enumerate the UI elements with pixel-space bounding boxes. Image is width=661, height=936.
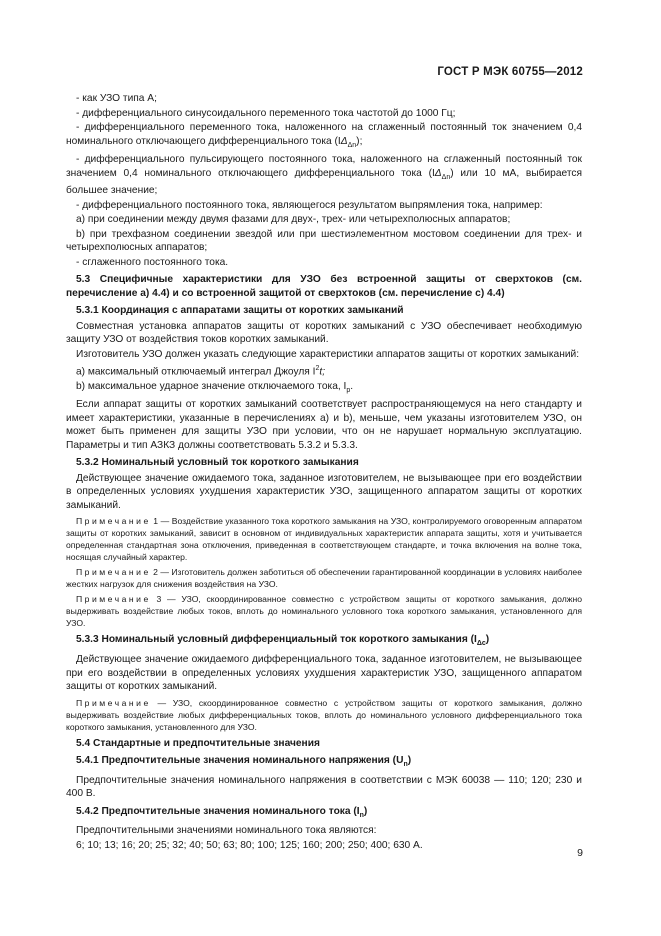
list-item: - сглаженного постоянного тока. <box>76 256 229 268</box>
paragraph: Совместная установка аппаратов защиты от коротких замыканий с УЗО обеспечивает необходимую защиту УЗО от воздействия токов коротких замыканий. <box>66 320 582 346</box>
paragraph: Действующее значение ожидаемого дифференциального тока, заданное изготовителем, не вызывающее при его воздействии в определенных условиях ухудшения характеристик УЗО, защищенного аппаратом защиты от коротких замыканий. <box>66 654 582 693</box>
list-item: - дифференциального переменного тока, наложенного на сглаженный постоянный ток значением 0,4 номинального отключающего дифференциального тока $(I\Delta_{\Delta n})$; <box>66 122 582 149</box>
note-2: Примечание 2 — Изготовитель должен заботиться об обеспечении гарантированной координации в условиях наиболее жестких нагрузок для снижения воздействия на УЗО. <box>66 567 582 590</box>
list-item: a) при соединении между двумя фазами для двух-, трех- или четырехполюсных аппаратов; <box>76 214 511 226</box>
note-4: Примечание — УЗО, скоординированное совместно с устройством защиты от короткого замыкания, должно выдерживать воздействие любых дифференциальных токов, вплоть до номинального условного дифференциального тока короткого замыкания, установленного для УЗО. <box>66 697 582 732</box>
section-heading-5-3-1: 5.3.1 Координация с аппаратами защиты от коротких замыканий <box>76 305 404 317</box>
paragraph: Предпочтительными значениями номинального тока являются: <box>76 825 377 837</box>
list-item: - дифференциального постоянного тока, являющегося результатом выпрямления тока, например: <box>76 199 543 211</box>
section-heading-5-4: 5.4 Стандартные и предпочтительные значения <box>76 737 320 749</box>
list-item: b) при трехфазном соединении звездой или при шестиэлементном мостовом соединении для трех- и четырехполюсных аппаратов; <box>66 228 582 254</box>
page-number: 9 <box>577 847 583 859</box>
paragraph: Действующее значение ожидаемого тока, заданное изготовителем, не вызывающее при его воздействии в определенных условиях ухудшения характеристик УЗО, защищенного аппаратом защиты от коротких замыканий. <box>66 472 582 511</box>
list-item: - дифференциального пульсирующего постоянного тока, наложенного на сглаженный постоянный ток значением 0,4 номинального отключающего дифференциального тока $(I\Delta_{\Delta n})$ или 10 мА, выбирается большее значение; <box>66 154 582 197</box>
paragraph: Изготовитель УЗО должен указать следующие характеристики аппаратов защиты от коротких замыканий: <box>76 348 580 360</box>
list-item: b) максимальное ударное значение отключаемого тока, $I_p$. <box>76 380 354 394</box>
paragraph: Предпочтительные значения номинального напряжения в соответствии с МЭК 60038 — 110; 120; 230 и 400 В. <box>66 774 582 800</box>
section-heading-5-3-3: 5.3.3 Номинальный условный дифференциальный ток короткого замыкания $(I_{\Delta c})$ <box>76 634 490 648</box>
section-heading-5-3: 5.3 Специфичные характеристики для УЗО без встроенной защиты от сверхтоков (см. перечисление а) 4.4) и со встроенной защитой от сверхтоков (см. перечисление с) 4.4) <box>66 274 582 299</box>
list-item: a) максимальный отключаемый интеграл Джоуля $I^2t$; <box>76 365 326 378</box>
section-heading-5-3-2: 5.3.2 Номинальный условный ток короткого замыкания <box>76 457 359 469</box>
list-item: - дифференциального синусоидального переменного тока частотой до 1000 Гц; <box>76 107 456 119</box>
note-1: Примечание 1 — Воздействие указанного тока короткого замыкания на УЗО, контролируемого оговоренным аппаратом защиты от коротких замыканий, зависит в основном от индивидуальных характеристик аппарата защиты, хотя и учитывается определенная стандартная зона отключения, приведенная в соответствующем стандарте, и точка включения на волне тока, носящая случайный характер. <box>66 516 582 563</box>
section-heading-5-4-1: 5.4.1 Предпочтительные значения номинального напряжения $(U_n)$ <box>76 755 412 769</box>
page-content <box>66 92 582 853</box>
section-heading-5-4-2: 5.4.2 Предпочтительные значения номинального тока $(I_n)$ <box>76 805 368 819</box>
paragraph: Если аппарат защиты от коротких замыканий соответствует распространяющемуся на него стандарту и имеет характеристики, указанные в перечислениях а) и b), меньше, чем указаны изготовителем УЗО, он может быть применен для защиты УЗО при условии, что он не нарушает нормальную эксплуатацию. Параметры и тип АЗКЗ должны соответствовать 5.3.2 и 5.3.3. <box>66 399 582 451</box>
page-header: ГОСТ Р МЭК 60755—2012 <box>437 66 583 78</box>
paragraph: 6; 10; 13; 16; 20; 25; 32; 40; 50; 63; 80; 100; 125; 160; 200; 250; 400; 630 А. <box>76 839 423 851</box>
list-item: - как УЗО типа А; <box>76 93 157 104</box>
note-3: Примечание 3 — УЗО, скоординированное совместно с устройством защиты от короткого замыкания, должно выдерживать воздействие любых токов, вплоть до номинального условного тока короткого замыкания, установленного для УЗО. <box>66 594 582 629</box>
